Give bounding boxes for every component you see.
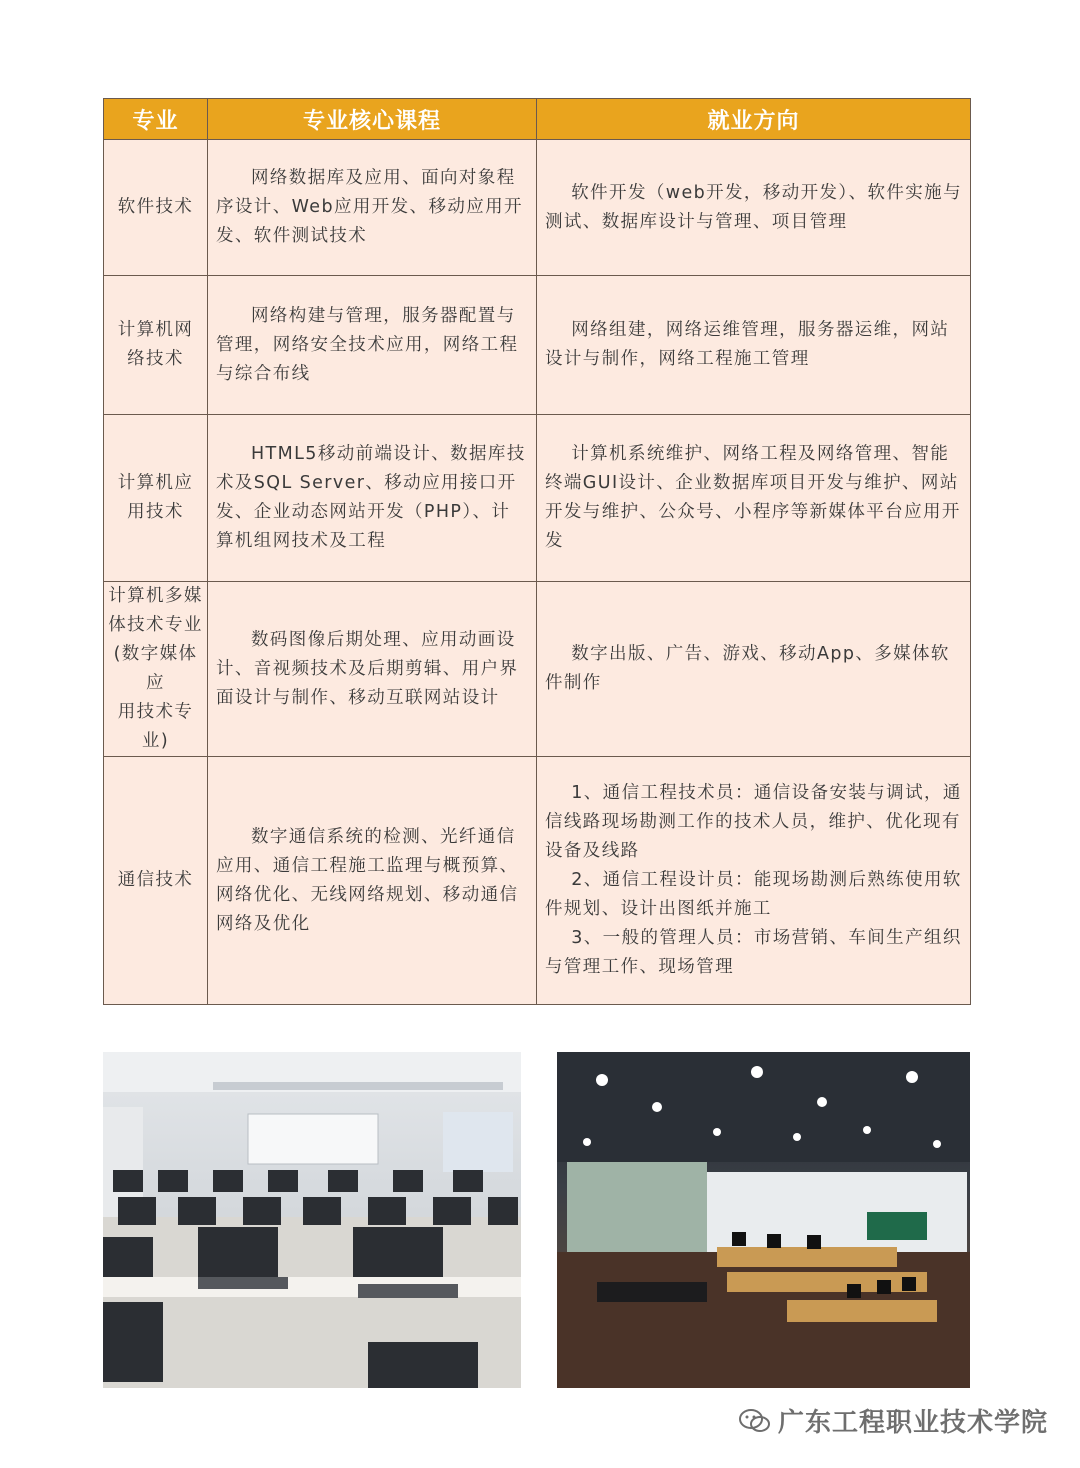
courses-text: 数码图像后期处理、应用动画设计、音视频技术及后期剪辑、用户界面设计与制作、移动互联网站设计 (216, 629, 519, 708)
courses-cell (208, 415, 537, 582)
jobs-text: 计算机系统维护、网络工程及网络管理、智能终端GUI设计、企业数据库项目开发与维护、网站开发与维护、公众号、小程序等新媒体平台应用开发 (545, 444, 961, 551)
lecture-hall-illustration (557, 1052, 970, 1388)
majors-table (103, 98, 971, 1005)
major-name: 计算机网 (117, 320, 194, 340)
major-name: 计算机应 (117, 473, 194, 493)
major-name: (数字媒体应 (113, 644, 198, 693)
major-cell (104, 140, 208, 276)
table-row (104, 582, 971, 757)
jobs-cell (537, 140, 971, 276)
major-cell (104, 276, 208, 415)
courses-text: 数字通信系统的检测、光纤通信应用、通信工程施工监理与概预算、网络优化、无线网络规划、移动通信网络及优化 (216, 826, 519, 934)
major-name: 络技术 (127, 349, 184, 369)
major-name: 软件技术 (117, 197, 194, 217)
jobs-text: 软件开发（web开发，移动开发）、软件实施与测试、数据库设计与管理、项目管理 (545, 182, 962, 232)
header-jobs: 就业方向 (537, 99, 971, 140)
courses-cell (208, 757, 537, 1005)
wechat-icon (738, 1407, 772, 1435)
courses-cell (208, 140, 537, 276)
major-name: 计算机多媒 (108, 586, 203, 606)
major-name: 用技术 (127, 502, 184, 522)
major-cell (104, 415, 208, 582)
table-row (104, 276, 971, 415)
jobs-text: 数字出版、广告、游戏、移动App、多媒体软件制作 (545, 644, 950, 693)
table-header-row (104, 99, 971, 140)
watermark-text: 广东工程职业技术学院 (777, 1408, 1048, 1438)
major-name: 体技术专业 (108, 615, 203, 635)
major-name: 用技术专业) (117, 702, 194, 751)
jobs-text: 3、一般的管理人员：市场营销、车间生产组织与管理工作、现场管理 (545, 928, 962, 977)
courses-text: HTML5移动前端设计、数据库技术及SQL Server、移动应用接口开发、企业动态网站开发（PHP）、计算机组网技术及工程 (216, 444, 526, 551)
major-cell (104, 582, 208, 757)
watermark (738, 1402, 1048, 1439)
header-major: 专业 (104, 99, 208, 140)
jobs-text: 2、通信工程设计员：能现场勘测后熟练使用软件规划、设计出图纸并施工 (545, 870, 962, 919)
jobs-cell (537, 582, 971, 757)
lecture-hall-photo (557, 1052, 970, 1388)
computer-lab-photo (103, 1052, 521, 1388)
table-row (104, 415, 971, 582)
jobs-cell (537, 757, 971, 1005)
jobs-cell (537, 276, 971, 415)
header-courses: 专业核心课程 (208, 99, 537, 140)
jobs-cell (537, 415, 971, 582)
courses-text: 网络构建与管理，服务器配置与管理，网络安全技术应用，网络工程与综合布线 (216, 305, 519, 384)
courses-cell (208, 276, 537, 415)
major-cell (104, 757, 208, 1005)
courses-cell (208, 582, 537, 757)
jobs-text: 1、通信工程技术员：通信设备安装与调试，通信线路现场勘测工作的技术人员，维护、优化现有设备及线路 (545, 783, 962, 861)
major-name: 通信技术 (117, 870, 194, 890)
courses-text: 网络数据库及应用、面向对象程序设计、Web应用开发、移动应用开发、软件测试技术 (216, 168, 523, 246)
computer-lab-illustration (103, 1052, 521, 1388)
table-row (104, 757, 971, 1005)
table-row (104, 140, 971, 276)
jobs-text: 网络组建，网络运维管理，服务器运维，网站设计与制作，网络工程施工管理 (545, 320, 950, 369)
